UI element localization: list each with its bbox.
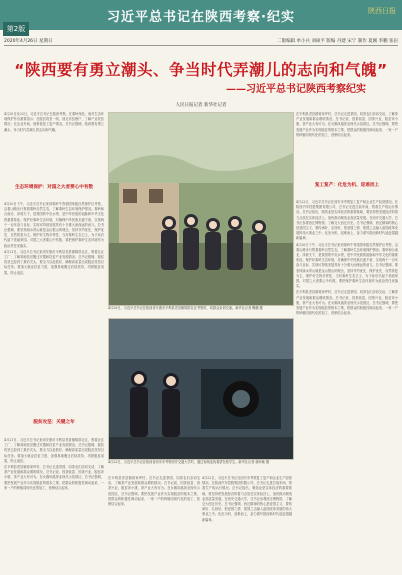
issue-date: 2020年4月26日 星期日	[4, 39, 53, 44]
article-paragraph: 4月21日，习近平总书记来到安康市平利县老县镇锦屏社区，察看社区工厂、了解易地扶贫搬迁安置和扶贫产业发展情况。总书记强调，脱贫攻坚已经到了最后关头，要全力以赴抓好，确保高质量完成脱贫攻坚目标任务。要加大就业扶贫力度，加强易地搬迁后续扶持，巩固脱贫成果，防止返贫。	[4, 249, 104, 275]
lead-paragraph: 4月20日至23日，习近平总书记在陕西考察。在秦岭深处，他对生态环境保护作出重要指示；在脱贫攻坚一线，他走访贫困户，了解产业扶贫情况；在企业车间，他察看复工复产情况。总书记强调，陕西要有勇立潮头、争当时代弄潮儿的志向和气魄。	[4, 112, 104, 132]
article-paragraph: 4月20日下午，习近平总书记来到秦岭牛背梁国家级自然保护区考察，沿着山路步行察看秦岭自然生态，了解秦岭生态环境保护情况。秦岭和合南北、泽被天下，是我国的中央水塔，是中华民族的祖脉和中华文化的重要象征。保护好秦岭生态环境，对确保中华民族长盛不衰、实现两个一百年奋斗目标、实现可持续发展具有十分重大而深远的意义。总书记强调，要坚持绿水青山就是金山银山的理念，坚持节约优先、保护优先、自然恢复为主，保护好生物多样性，当好秦岭生态卫士，为子孙后代留下美丽家园。对国之大者要心中有数，要把保护秦岭生态环境作为政治责任来落实。	[296, 242, 398, 289]
page-number-tag: 第2版	[3, 22, 29, 36]
photo-caption: 4月20日，习近平总书记在陕西省安康市平利县老县镇锦屏社区考察时，同群众亲切交流。新华社记者 鞠鹏 摄	[108, 306, 263, 310]
photo-caption: 4月22日，习近平总书记在陕西省西安市考察西安交通大学时，通过视频连线看望在校学生。新华社记者 谢环驰 摄	[108, 460, 270, 464]
section-heading: 生态环境保护：对国之大者要心中有数	[14, 185, 94, 190]
article-paragraph: 在平利县老县镇蒋家坪村，总书记走进茶园，同茶农们亲切交谈，了解茶产业发展和群众增收情况。总书记说，因茶致富、因茶兴业，脱贫奔小康，茶产业大有可为。在女娲凤凰茶业现代示范园区，总书记强调，要把发展产业作为实现脱贫的根本之策，把群众的积极性调动起来，一家一户的种植同现代化的加工、营销结合起来。	[108, 476, 200, 507]
main-headline: “陕西要有勇立潮头、争当时代弄潮儿的志向和气魄”	[14, 61, 388, 79]
article-column	[202, 476, 292, 570]
section-heading: 复工复产：化危为机、迎难而上	[314, 183, 380, 188]
article-paragraph: 4月21日，习近平总书记来到安康市平利县老县镇锦屏社区，察看社区工厂、了解易地扶贫搬迁安置和扶贫产业发展情况。总书记强调，脱贫攻坚已经到了最后关头，要全力以赴抓好，确保高质量完成脱贫攻坚目标任务。要加大就业扶贫力度，加强易地搬迁后续扶持，巩固脱贫成果，防止返贫。	[4, 438, 104, 463]
article-column	[4, 202, 104, 417]
university-visit-photo	[109, 319, 293, 459]
article-column	[108, 476, 200, 570]
news-photo	[108, 318, 294, 460]
article-column	[4, 112, 104, 182]
article-column	[4, 438, 104, 570]
editor-credits: 二版编辑 单小兵 刘硕平 版编 丹建 宋宁 制作 夏刚 李鹏 张岩	[277, 39, 398, 44]
sub-headline: ——习近平总书记陕西考察纪实	[226, 84, 366, 95]
article-paragraph: 4月20日下午，习近平总书记来到秦岭牛背梁国家级自然保护区考察，沿着山路步行察看秦岭自然生态，了解秦岭生态环境保护情况。秦岭和合南北、泽被天下，是我国的中央水塔，是中华民族的祖脉和中华文化的重要象征。保护好秦岭生态环境，对确保中华民族长盛不衰、实现两个一百年奋斗目标、实现可持续发展具有十分重大而深远的意义。总书记强调，要坚持绿水青山就是金山银山的理念，坚持节约优先、保护优先、自然恢复为主，保护好生物多样性，当好秦岭生态卫士，为子孙后代留下美丽家园。对国之大者要心中有数，要把保护秦岭生态环境作为政治责任来落实。	[4, 202, 104, 248]
article-paragraph: 在平利县老县镇蒋家坪村，总书记走进茶园，同茶农们亲切交谈，了解茶产业发展和群众增收情况。总书记说，因茶致富、因茶兴业，脱贫奔小康，茶产业大有可为。在女娲凤凰茶业现代示范园区，总书记强调，要把发展产业作为实现脱贫的根本之策，把群众的积极性调动起来，一家一户的种植同现代化的加工、营销结合起来。	[4, 465, 104, 490]
masthead-rule	[4, 45, 398, 46]
news-photo	[108, 112, 294, 306]
article-paragraph: 4月22日，习近平总书记在西安市考察复工复产和企业生产经营情况。在陕西汽车控股集团有限公司，总书记走进总装车间，察看生产线运行情况。总书记指出，制造业是实体经济的重要基础，要坚持把发展经济的着力点放在实体经济上，加快推动制造业高质量发展。在西安交通大学，总书记参观西迁博物馆，了解交大西迁历史。总书记强调，西迁精神的核心是爱国主义，要传承好、弘扬好，把爱国之情、报国之志融入祖国改革发展的伟大事业之中。化危为机、迎难而上，奋力谱写陕西新时代追赶超越新篇章。	[296, 200, 398, 241]
article-paragraph: 4月22日，习近平总书记在西安市考察复工复产和企业生产经营情况。在陕西汽车控股集团有限公司，总书记走进总装车间，察看生产线运行情况。总书记指出，制造业是实体经济的重要基础，要坚持把发展经济的着力点放在实体经济上，加快推动制造业高质量发展。在西安交通大学，总书记参观西迁博物馆，了解交大西迁历史。总书记强调，西迁精神的核心是爱国主义，要传承好、弘扬好，把爱国之情、报国之志融入祖国改革发展的伟大事业之中。化危为机、迎难而上，奋力谱写陕西新时代追赶超越新篇章。	[202, 476, 292, 522]
article-column	[296, 200, 398, 570]
article-column	[296, 112, 398, 180]
article-paragraph: 在平利县老县镇蒋家坪村，总书记走进茶园，同茶农们亲切交谈，了解茶产业发展和群众增收情况。总书记说，因茶致富、因茶兴业，脱贫奔小康，茶产业大有可为。在女娲凤凰茶业现代示范园区，总书记强调，要把发展产业作为实现脱贫的根本之策，把群众的积极性调动起来，一家一户的种植同现代化的加工、营销结合起来。	[296, 112, 398, 137]
village-visit-photo	[109, 113, 293, 305]
banner-title: 习近平总书记在陕西考察·纪实	[107, 10, 295, 25]
newspaper-brand: 陕西日报	[368, 7, 396, 15]
section-heading: 脱贫攻坚：关键之年	[33, 420, 75, 425]
byline: 人民日报记者 新华社记者	[175, 103, 227, 108]
article-paragraph: 在平利县老县镇蒋家坪村，总书记走进茶园，同茶农们亲切交谈，了解茶产业发展和群众增收情况。总书记说，因茶致富、因茶兴业，脱贫奔小康，茶产业大有可为。在女娲凤凰茶业现代示范园区，总书记强调，要把发展产业作为实现脱贫的根本之策，把群众的积极性调动起来，一家一户的种植同现代化的加工、营销结合起来。	[296, 290, 398, 316]
